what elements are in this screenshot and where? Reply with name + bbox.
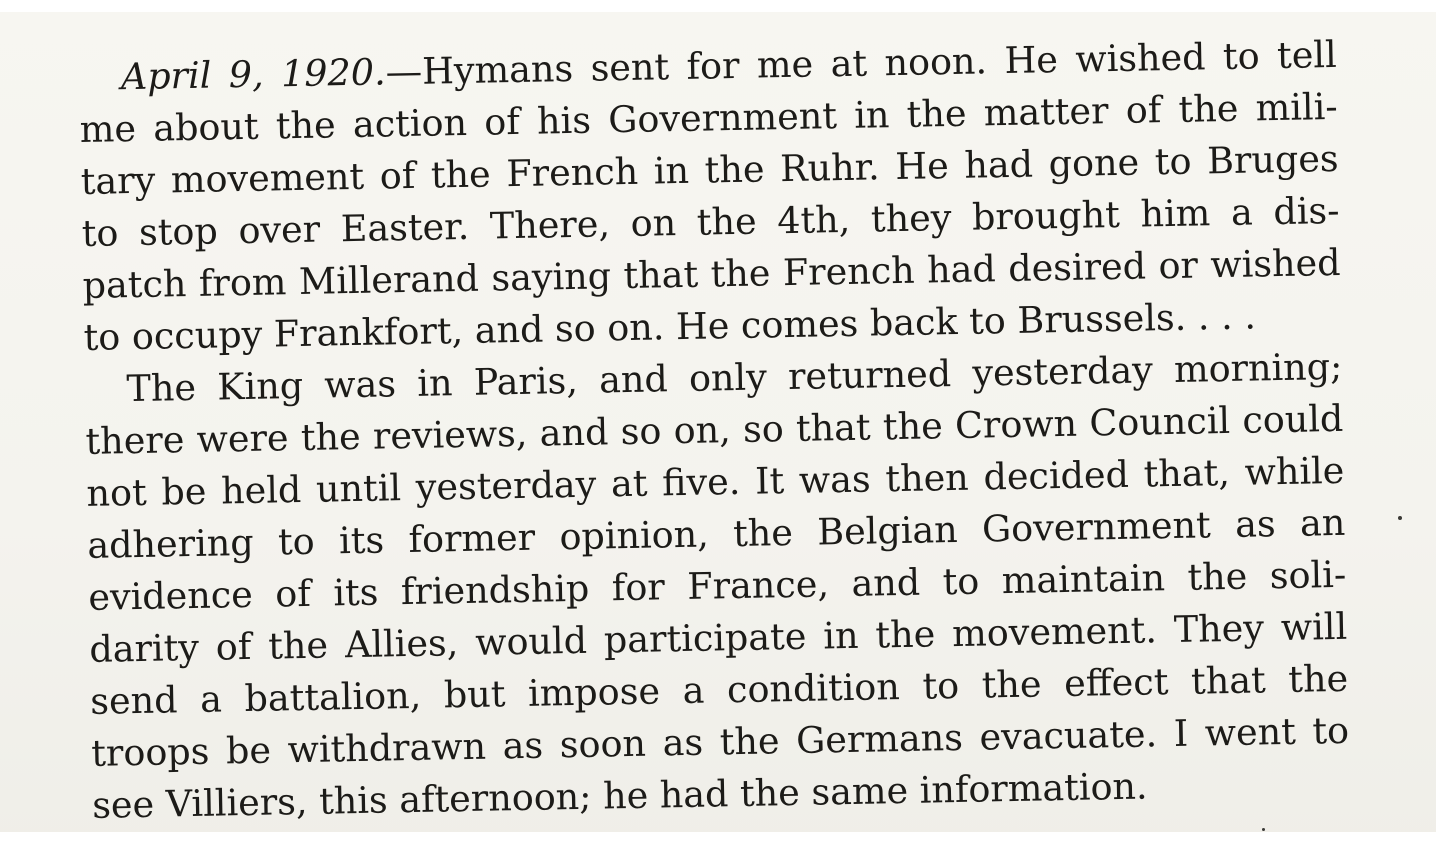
text-line-5: patch from Millerand saying that the French had desired or wished	[82, 240, 1341, 307]
text-line-1-body: —Hymans sent for me at noon. He wished to tell	[385, 32, 1338, 94]
text-line-6: to occupy Frankfort, and so on. He comes back to Brussels. . . .	[83, 294, 1257, 359]
text-line-9: not be held until yesterday at five. It was then decided that, while	[86, 448, 1345, 515]
entry-date: April 9, 1920.	[120, 50, 386, 99]
text-line-13: send a battalion, but impose a condition to the effect that the	[89, 656, 1349, 723]
text-line-12: darity of the Allies, would participate in the movement. They will	[88, 604, 1348, 671]
text-line-14: troops be withdrawn as soon as the Germans evacuate. I went to	[90, 708, 1350, 775]
scan-speck	[1398, 516, 1402, 520]
text-line-11: evidence of its friendship for France, and to maintain the soli-	[88, 552, 1347, 619]
scan-speck	[1262, 828, 1265, 831]
text-line-3: tary movement of the French in the Ruhr. He had gone to Bruges	[80, 136, 1339, 203]
text-line-4: to stop over Easter. There, on the 4th, they brought him a dis-	[81, 188, 1340, 255]
page-bottom-margin	[0, 832, 1436, 862]
diary-entry	[78, 7, 1372, 830]
text-line-15: see Villiers, this afternoon; he had the same information.	[91, 764, 1148, 827]
text-line-10: adhering to its former opinion, the Belgian Government as an	[87, 500, 1346, 567]
text-line-7: The King was in Paris, and only returned yesterday morning;	[126, 344, 1343, 411]
text-line-1	[120, 32, 1338, 99]
text-line-2: me about the action of his Government in the matter of the mili-	[79, 84, 1339, 151]
text-line-8: there were the reviews, and so on, so that the Crown Council could	[85, 396, 1344, 463]
